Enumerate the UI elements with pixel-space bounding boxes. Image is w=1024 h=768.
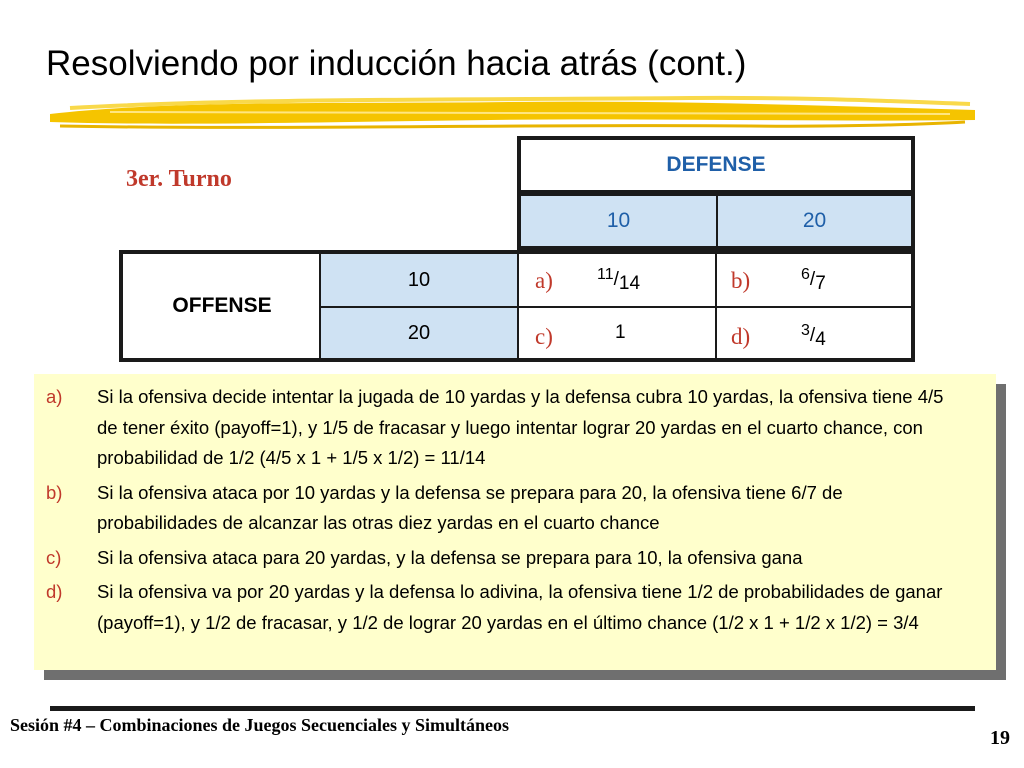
cell-d-value: $^3/_4$ bbox=[801, 322, 826, 350]
page-number: 19 bbox=[990, 727, 1010, 749]
note-letter: c) bbox=[46, 546, 62, 568]
note-letter: a) bbox=[46, 386, 63, 407]
cell-a-letter: a) bbox=[535, 268, 553, 293]
cell-a-value: $^{11}/_{14}$ bbox=[597, 266, 641, 294]
defense-label: DEFENSE bbox=[666, 153, 766, 176]
highlighter-stroke bbox=[50, 92, 975, 132]
cell-c-value: 1 bbox=[615, 322, 626, 343]
defense-col-20: 20 bbox=[802, 209, 827, 232]
divider bbox=[319, 306, 911, 308]
defense-header-box bbox=[517, 136, 915, 194]
note-item bbox=[46, 478, 966, 539]
cell-b-letter: b) bbox=[731, 268, 751, 293]
note-text: Si la ofensiva va por 20 yardas y la defensa lo adivina, la ofensiva tiene 1/2 de probabilidades de ganar (payoff=1), y 1/2 de fracasar, y 1/2 de lograr 20 yardas en el último chance (1/2 x 1 + 1/2 x 1/2) = 3/4 bbox=[97, 581, 943, 633]
payoff-matrix bbox=[119, 250, 915, 362]
defense-columns-box bbox=[517, 192, 915, 250]
offense-label: OFFENSE bbox=[172, 294, 272, 317]
footer-rule bbox=[50, 706, 975, 711]
turn-label: 3er. Turno bbox=[126, 166, 232, 192]
note-item bbox=[46, 577, 966, 638]
cell-d-letter: d) bbox=[731, 324, 751, 349]
offense-row-10: 10 bbox=[321, 254, 517, 306]
cell-b-value: $^6/_7$ bbox=[801, 266, 826, 294]
footer-text: Sesión #4 – Combinaciones de Juegos Secuenciales y Simultáneos bbox=[10, 715, 510, 735]
note-text: Si la ofensiva ataca por 10 yardas y la defensa se prepara para 20, la ofensiva tiene 6/7 de probabilidades de alcanzar las otras diez yardas en el cuarto chance bbox=[97, 481, 843, 533]
note-text: Si la ofensiva ataca para 20 yardas, y la defensa se prepara para 10, la ofensiva gana bbox=[97, 546, 803, 568]
offense-row-20: 20 bbox=[321, 308, 517, 358]
note-text: Si la ofensiva decide intentar la jugada de 10 yardas y la defensa cubra 10 yardas, la ofensiva tiene 4/5 de tener éxito (payoff=1), y 1/5 de fracasar y luego intentar lograr 20 yardas en el cuarto chance, con probabilidad de 1/2 (4/5 x 1 + 1/5 x 1/2) = 11/14 bbox=[97, 386, 944, 468]
note-letter: d) bbox=[46, 581, 63, 602]
notes-box bbox=[34, 374, 996, 670]
defense-col-10: 10 bbox=[606, 209, 631, 232]
slide-title: Resolviendo por inducción hacia atrás (cont.) bbox=[46, 44, 747, 83]
cell-c-letter: c) bbox=[535, 324, 553, 349]
note-letter: b) bbox=[46, 481, 63, 503]
note-item bbox=[46, 543, 966, 574]
note-item bbox=[46, 382, 966, 474]
